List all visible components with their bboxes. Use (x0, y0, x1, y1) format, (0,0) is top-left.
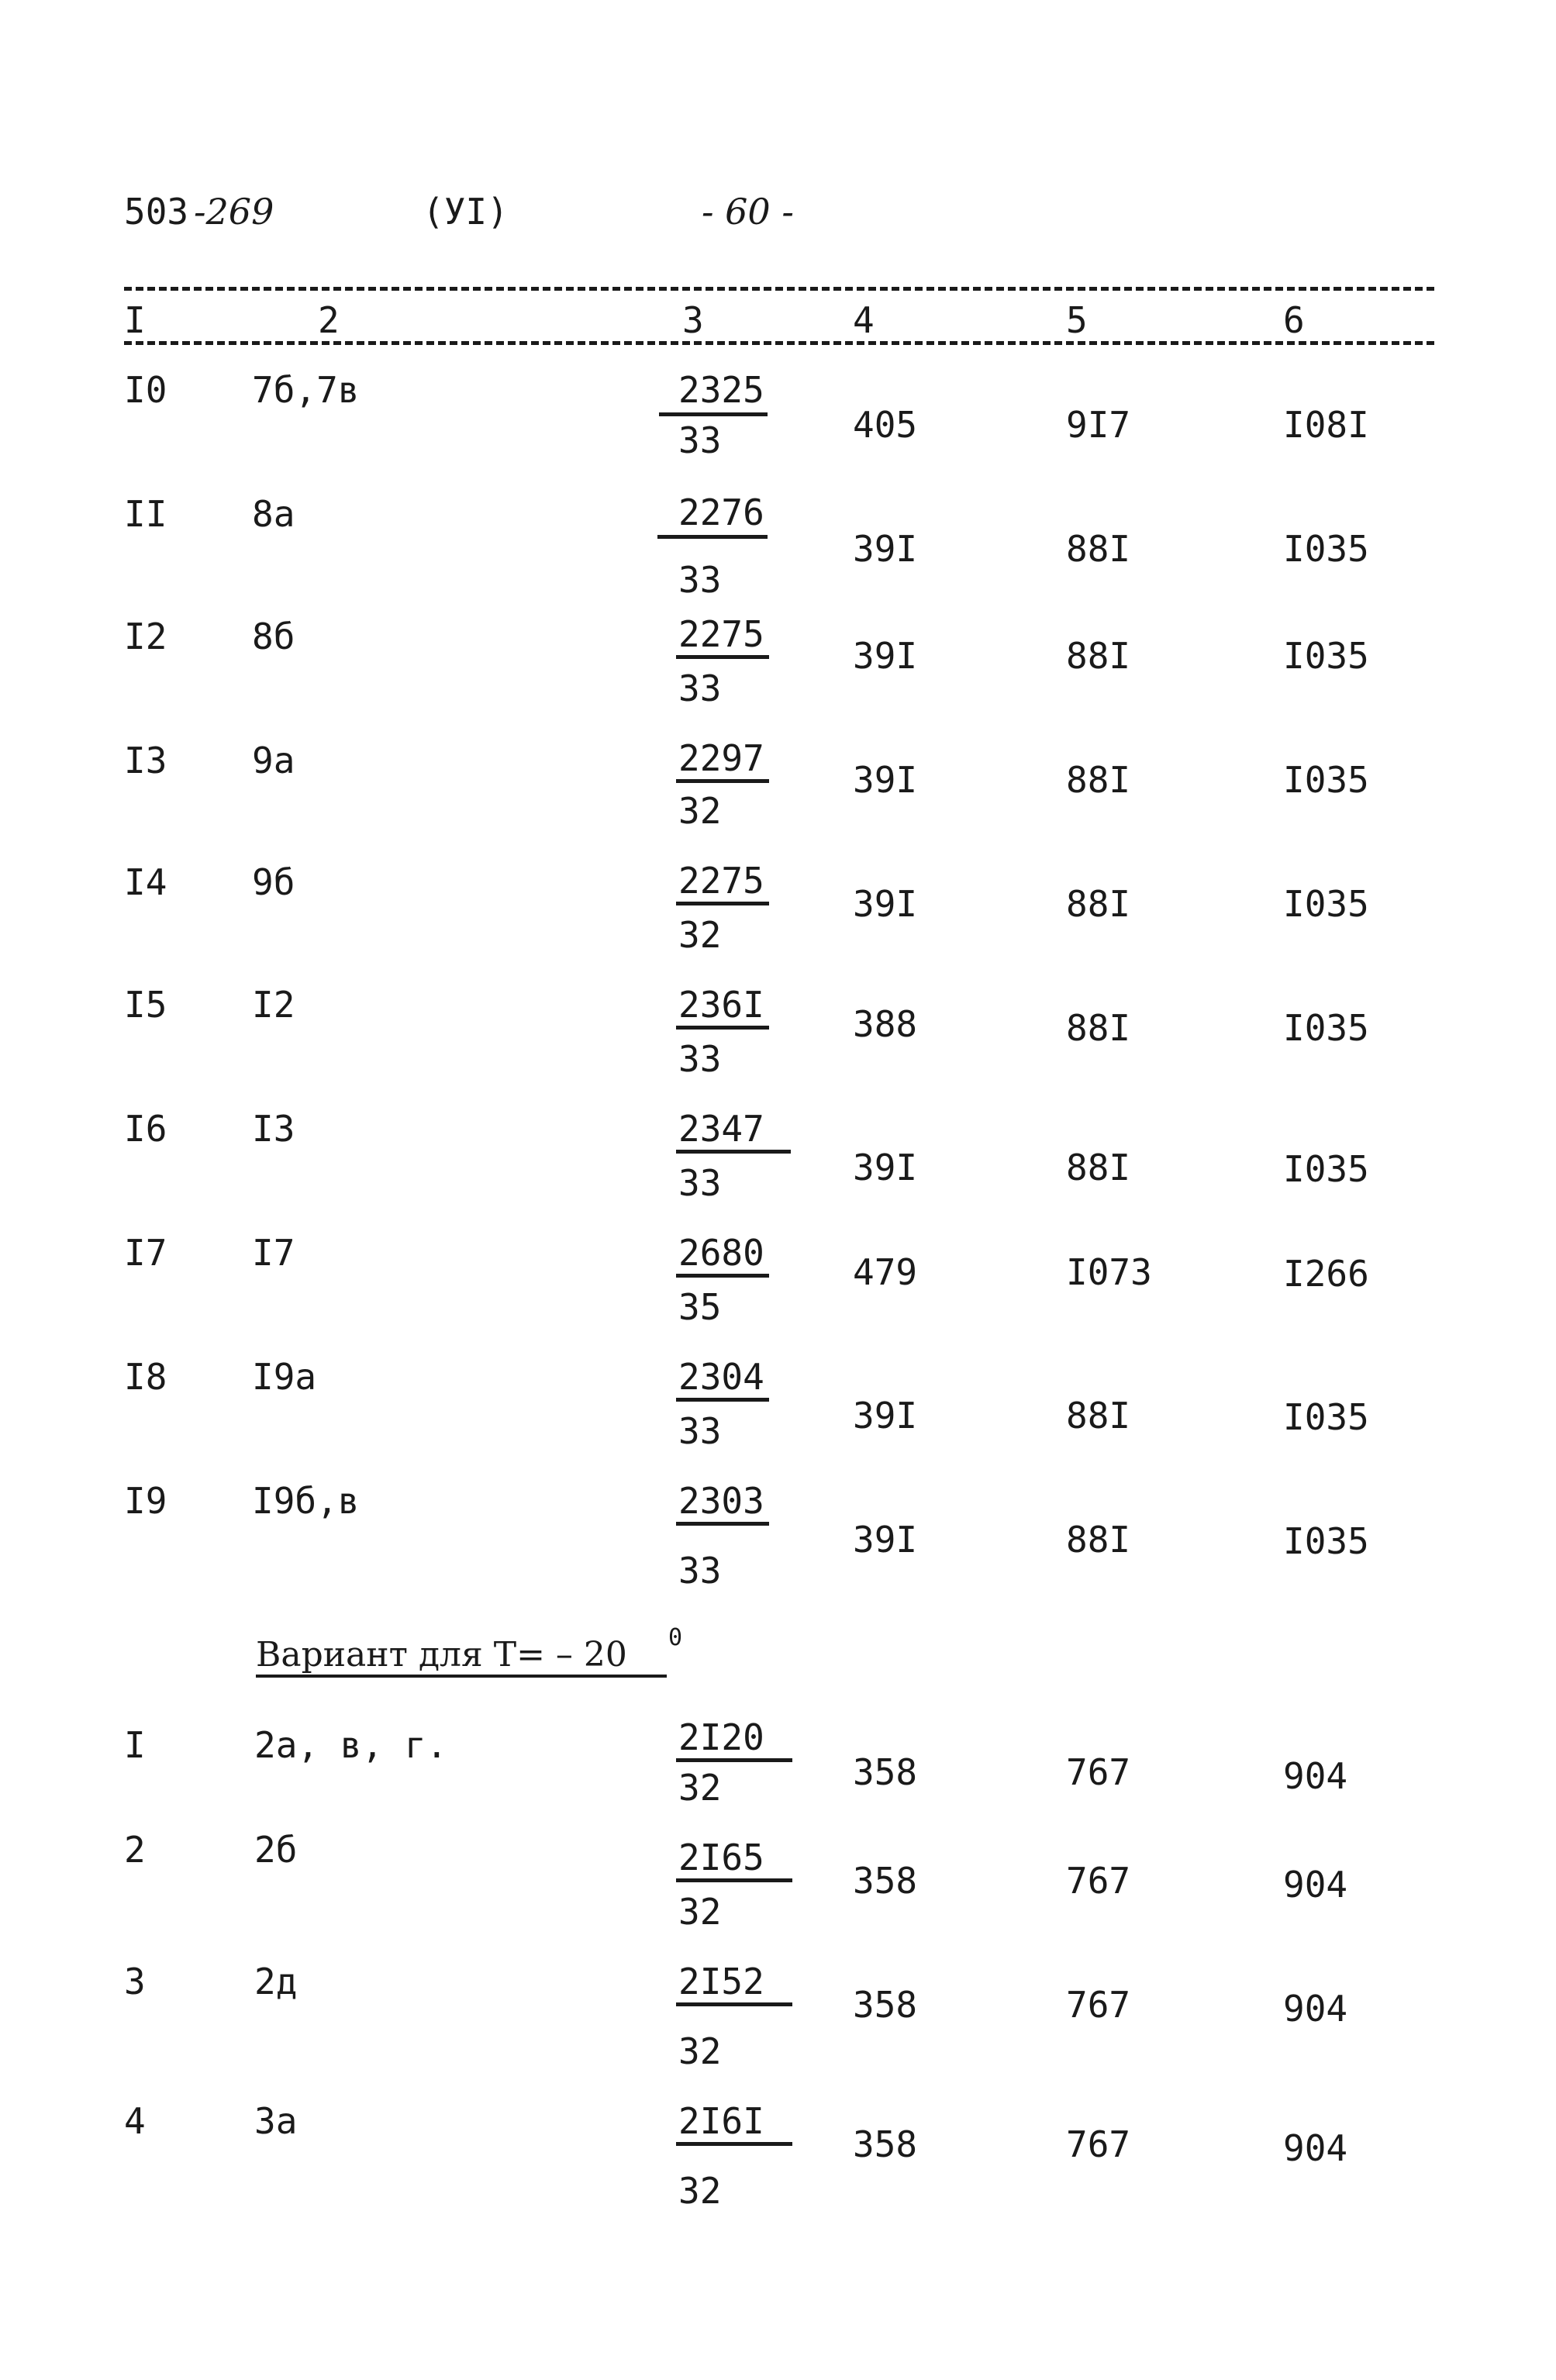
column-header: 6 (1283, 299, 1305, 341)
fraction-denominator: 32 (678, 1891, 722, 1933)
value-col5: 767 (1066, 1751, 1131, 1793)
row-number: I7 (124, 1232, 167, 1274)
value-col6: 904 (1283, 2127, 1348, 2169)
value-col4: 479 (853, 1251, 918, 1293)
fraction-numerator: 236I (678, 984, 764, 1026)
fraction-denominator: 32 (678, 914, 722, 956)
fraction-line (676, 655, 769, 659)
value-col4: 39I (853, 883, 918, 925)
row-item: I9б,в (252, 1480, 360, 1522)
value-col5: 88I (1066, 1147, 1131, 1188)
doc-code: 503 (124, 191, 189, 233)
value-col6: I035 (1283, 1007, 1369, 1049)
fraction-denominator: 35 (678, 1286, 722, 1328)
fraction-denominator: 32 (678, 1767, 722, 1809)
value-col5: 767 (1066, 2123, 1131, 2165)
value-col6: I266 (1283, 1253, 1369, 1295)
value-col4: 39I (853, 635, 918, 677)
row-item: I3 (252, 1108, 295, 1150)
value-col6: 904 (1283, 1864, 1348, 1906)
value-col4: 405 (853, 404, 918, 446)
row-number: II (124, 493, 167, 535)
value-col4: 358 (853, 1984, 918, 2026)
fraction-numerator: 2303 (678, 1480, 764, 1522)
row-number: I0 (124, 369, 167, 411)
fraction-numerator: 2304 (678, 1356, 764, 1398)
variant-heading-text: Вариант для Т= – 20 (256, 1635, 627, 1675)
heading-underline (256, 1675, 667, 1678)
value-col5: 88I (1066, 883, 1131, 925)
value-col4: 39I (853, 1395, 918, 1437)
value-col5: 88I (1066, 635, 1131, 677)
fraction-denominator: 33 (678, 1550, 722, 1592)
value-col4: 388 (853, 1003, 918, 1045)
fraction-denominator: 33 (678, 667, 722, 709)
fraction-numerator: 2275 (678, 613, 764, 655)
page-number: - 60 - (702, 191, 794, 233)
fraction-numerator: 2325 (678, 369, 764, 411)
row-number: I5 (124, 984, 167, 1026)
value-col6: 904 (1283, 1755, 1348, 1797)
fraction-denominator: 33 (678, 559, 722, 601)
value-col5: 88I (1066, 1395, 1131, 1437)
row-number: 2 (124, 1829, 146, 1871)
value-col6: I035 (1283, 759, 1369, 801)
value-col4: 39I (853, 1147, 918, 1188)
value-col5: I073 (1066, 1251, 1152, 1293)
row-item: 8а (252, 493, 295, 535)
fraction-line (676, 1758, 792, 1762)
column-header: 4 (853, 299, 875, 341)
fraction-line (676, 1274, 769, 1278)
fraction-denominator: 33 (678, 419, 722, 461)
fraction-line (676, 1878, 792, 1882)
fraction-numerator: 2680 (678, 1232, 764, 1274)
value-col6: I035 (1283, 635, 1369, 677)
value-col6: I08I (1283, 404, 1369, 446)
value-col5: 88I (1066, 1519, 1131, 1561)
value-col4: 358 (853, 1860, 918, 1902)
row-item: 2д (254, 1961, 298, 2002)
row-item: 7б,7в (252, 369, 360, 411)
column-header: 2 (318, 299, 340, 341)
header-rule-top (124, 287, 1434, 291)
value-col4: 39I (853, 528, 918, 570)
value-col5: 88I (1066, 528, 1131, 570)
row-item: 9б (252, 861, 295, 903)
value-col6: I035 (1283, 883, 1369, 925)
fraction-numerator: 2I20 (678, 1716, 764, 1758)
row-number: 3 (124, 1961, 146, 2002)
row-item: 9а (252, 740, 295, 781)
row-number: I6 (124, 1108, 167, 1150)
fraction-numerator: 2347 (678, 1108, 764, 1150)
column-header: 5 (1066, 299, 1088, 341)
fraction-denominator: 33 (678, 1410, 722, 1452)
value-col4: 358 (853, 2123, 918, 2165)
fraction-line (676, 1398, 769, 1402)
fraction-line (676, 1522, 769, 1526)
doc-number: -269 (194, 191, 274, 233)
row-number: I9 (124, 1480, 167, 1522)
fraction-numerator: 2297 (678, 737, 764, 779)
fraction-line (676, 1026, 769, 1030)
value-col4: 39I (853, 1519, 918, 1561)
fraction-numerator: 2276 (678, 492, 764, 533)
row-item: I2 (252, 984, 295, 1026)
row-number: 4 (124, 2100, 146, 2142)
fraction-numerator: 2I52 (678, 1961, 764, 2002)
column-header: I (124, 299, 146, 341)
row-number: I3 (124, 740, 167, 781)
fraction-line (676, 2142, 792, 2146)
row-item: 2б (254, 1829, 298, 1871)
section-code: (УI) (423, 191, 509, 233)
fraction-line (676, 2002, 792, 2006)
fraction-line (659, 412, 768, 416)
value-col4: 39I (853, 759, 918, 801)
value-col4: 358 (853, 1751, 918, 1793)
fraction-denominator: 32 (678, 2170, 722, 2212)
value-col6: I035 (1283, 1520, 1369, 1562)
row-item: I7 (252, 1232, 295, 1274)
row-item: I9а (252, 1356, 317, 1398)
fraction-numerator: 2275 (678, 860, 764, 902)
fraction-line (657, 535, 768, 539)
value-col5: 767 (1066, 1860, 1131, 1902)
fraction-denominator: 33 (678, 1038, 722, 1080)
value-col5: 88I (1066, 759, 1131, 801)
value-col5: 9I7 (1066, 404, 1131, 446)
row-item: 3а (254, 2100, 298, 2142)
row-number: I (124, 1724, 146, 1766)
fraction-numerator: 2I65 (678, 1837, 764, 1878)
row-item: 8б (252, 616, 295, 657)
value-col6: I035 (1283, 1396, 1369, 1438)
value-col6: I035 (1283, 1148, 1369, 1190)
value-col6: 904 (1283, 1988, 1348, 2030)
value-col6: I035 (1283, 528, 1369, 570)
fraction-line (676, 1150, 791, 1154)
fraction-denominator: 32 (678, 790, 722, 832)
fraction-denominator: 33 (678, 1162, 722, 1204)
row-number: I4 (124, 861, 167, 903)
value-col5: 88I (1066, 1007, 1131, 1049)
fraction-numerator: 2I6I (678, 2100, 764, 2142)
row-number: I2 (124, 616, 167, 657)
degree-superscript: 0 (668, 1624, 683, 1651)
header-rule-bottom (124, 341, 1434, 345)
column-header: 3 (682, 299, 704, 341)
fraction-line (676, 779, 769, 783)
fraction-denominator: 32 (678, 2030, 722, 2072)
fraction-line (676, 902, 769, 905)
row-number: I8 (124, 1356, 167, 1398)
row-item: 2а, в, г. (254, 1724, 448, 1766)
value-col5: 767 (1066, 1984, 1131, 2026)
